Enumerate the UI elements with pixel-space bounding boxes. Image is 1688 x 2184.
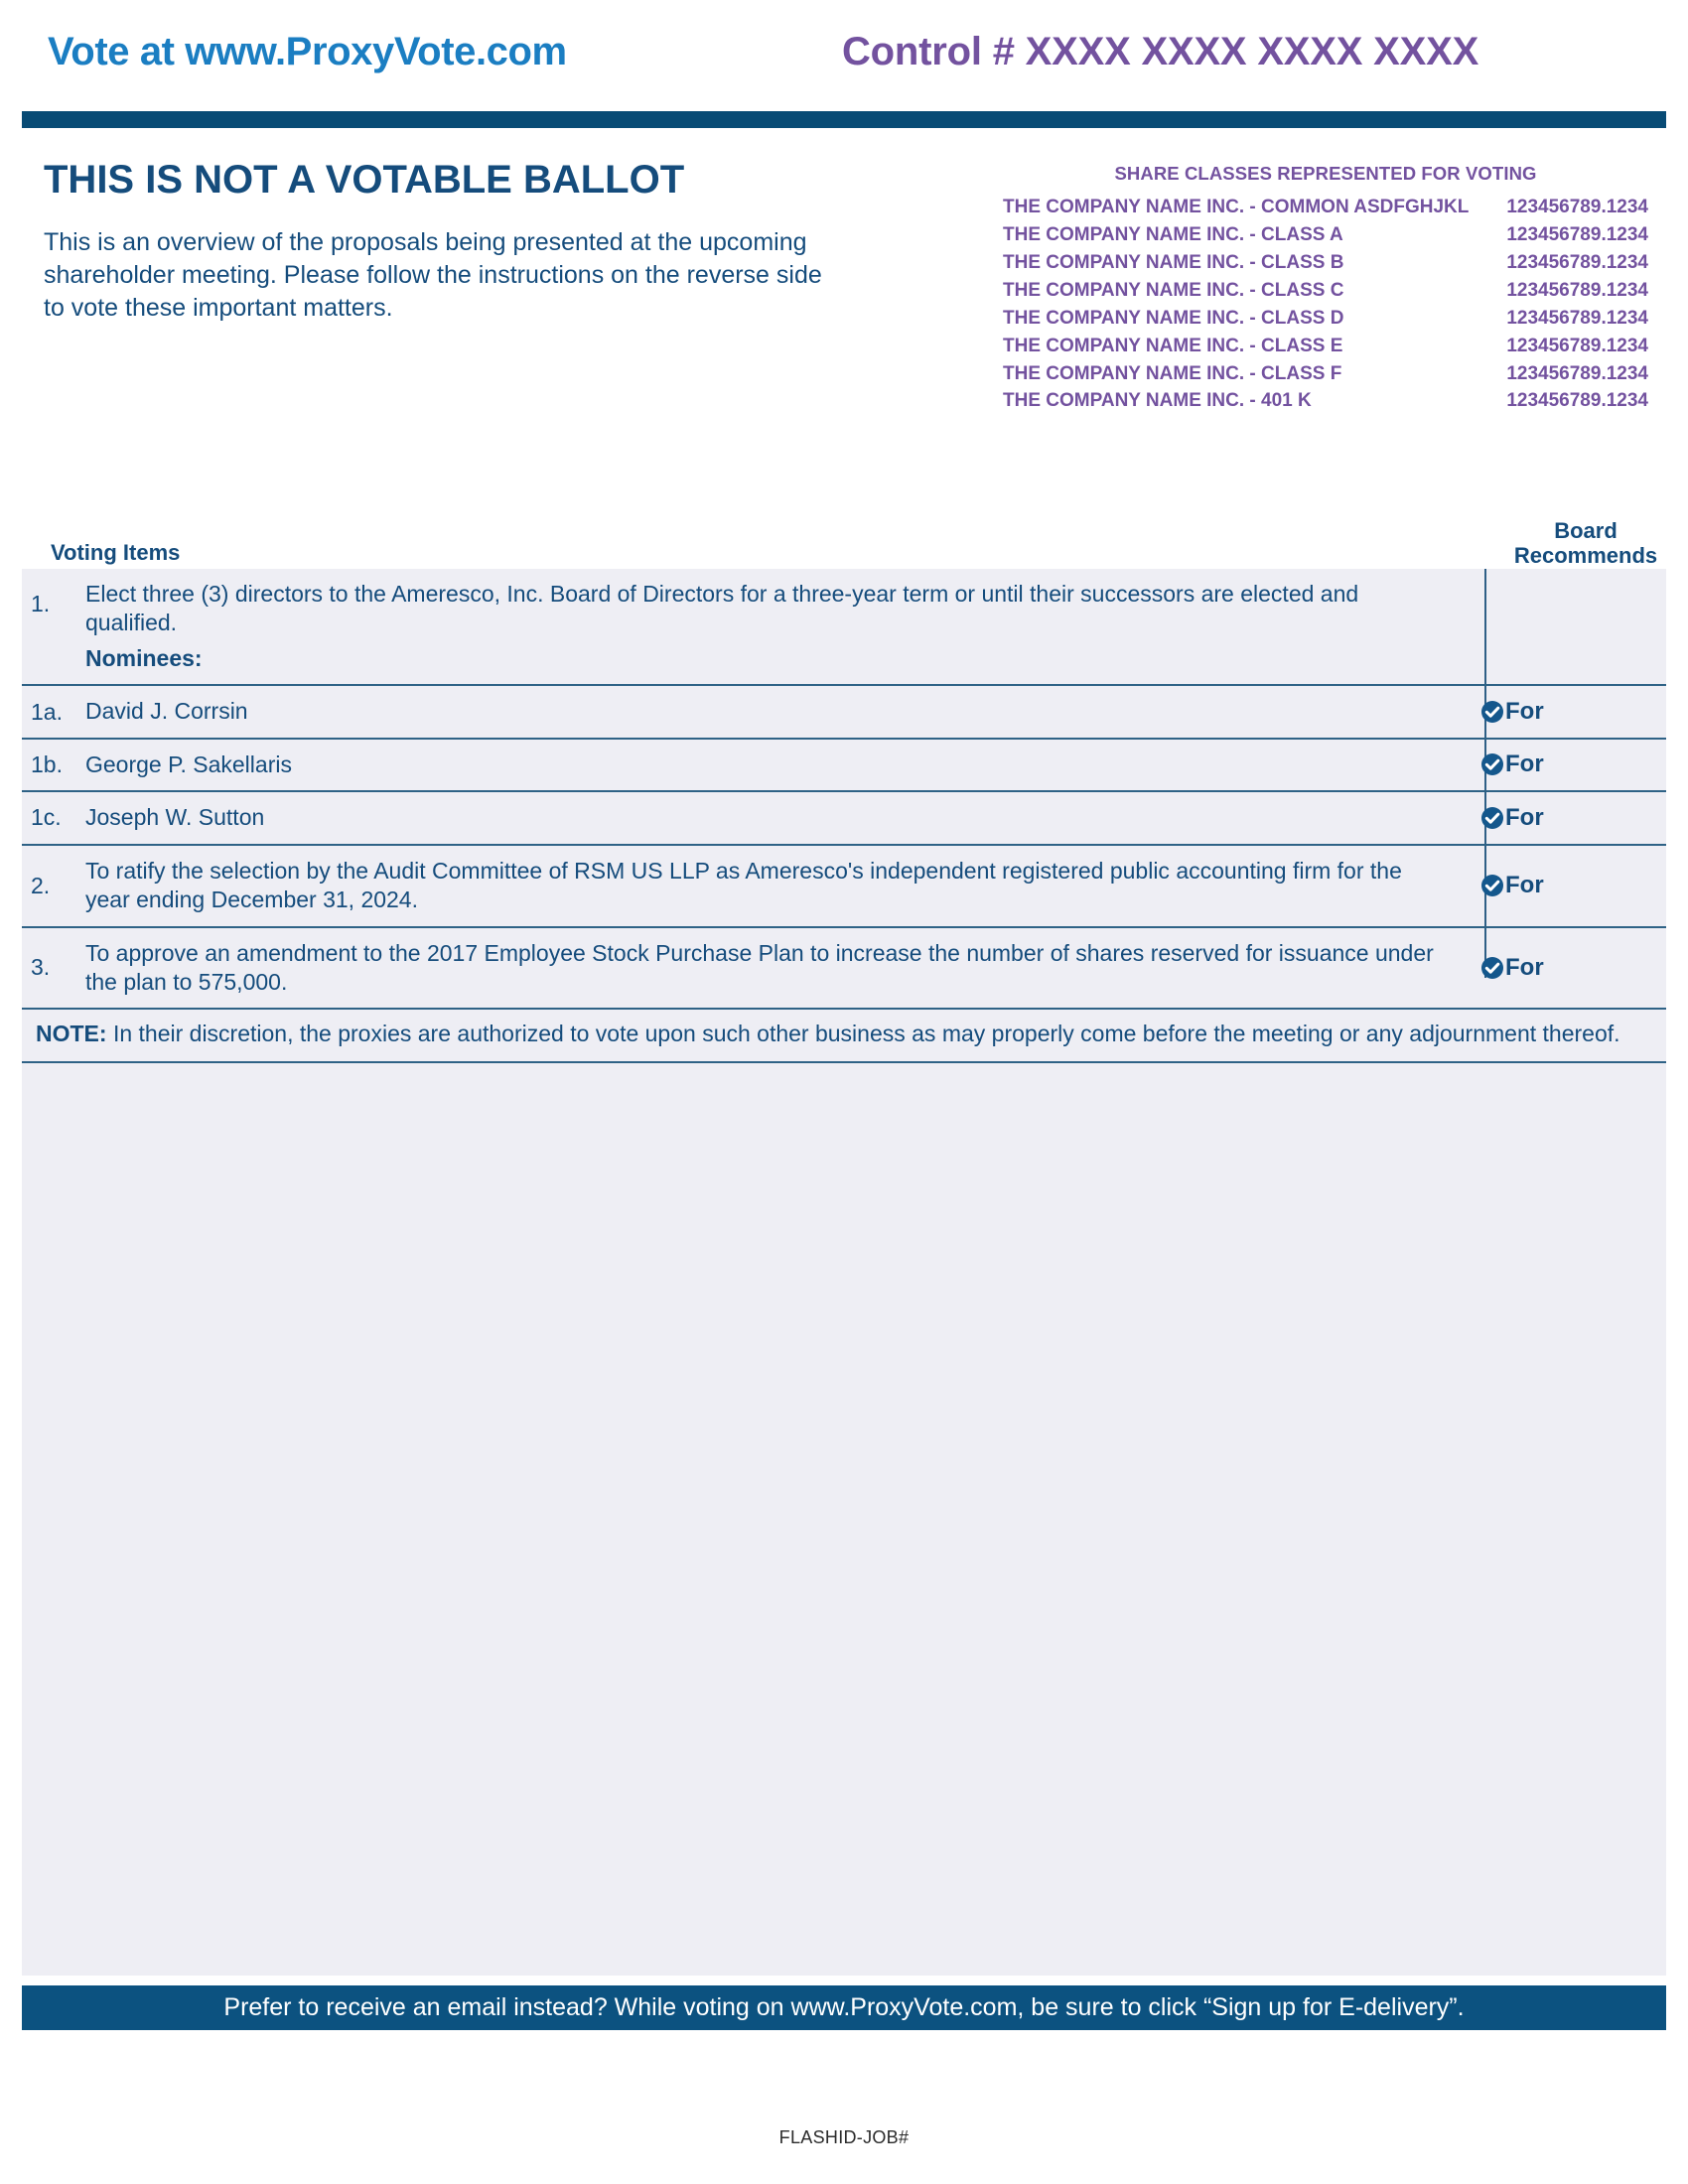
- nominee-name: Joseph W. Sutton: [85, 804, 265, 831]
- header-divider-rule: [22, 111, 1666, 128]
- share-class-name: THE COMPANY NAME INC. - CLASS D: [1003, 307, 1344, 329]
- item-text-cell: [85, 846, 1463, 926]
- status-badge: [1480, 752, 1544, 776]
- control-number: Control # XXXX XXXX XXXX XXXX: [842, 30, 1479, 73]
- table-row: [22, 738, 1666, 790]
- recommendation-label: For: [1505, 698, 1544, 726]
- item-text-cell: [85, 740, 1463, 790]
- check-circle-icon: [1480, 700, 1504, 724]
- share-classes-block: [1003, 163, 1648, 415]
- share-class-shares: 123456789.1234: [1506, 251, 1648, 273]
- item-number: 1.: [31, 591, 51, 616]
- share-class-row: [1003, 194, 1648, 221]
- page-title: THIS IS NOT A VOTABLE BALLOT: [44, 158, 685, 202]
- status-badge: [1480, 700, 1544, 724]
- recommendation-cell: [1463, 792, 1666, 843]
- recommendation-cell: [1463, 569, 1666, 684]
- item-number: 3.: [31, 954, 51, 981]
- check-circle-icon: [1480, 956, 1504, 980]
- page-header: [22, 18, 1666, 95]
- note-text: In their discretion, the proxies are authorized to vote upon such other business as may properly come before the meeting or any adjournment thereof.: [106, 1021, 1620, 1047]
- table-row: [22, 684, 1666, 737]
- item-description: To approve an amendment to the 2017 Employee Stock Purchase Plan to increase the number of shares reserved for issuance under the plan to 575,000.: [85, 939, 1434, 995]
- item-text-cell: [85, 686, 1463, 737]
- column-header-voting-items: Voting Items: [51, 540, 181, 565]
- item-number: 1c.: [31, 804, 62, 831]
- table-row: [22, 844, 1666, 926]
- item-number: 1b.: [31, 751, 63, 777]
- item-text-cell: [85, 569, 1463, 684]
- share-class-shares: 123456789.1234: [1506, 362, 1648, 384]
- recommendation-cell: [1463, 740, 1666, 790]
- edelivery-banner: [22, 1985, 1666, 2030]
- share-class-name: THE COMPANY NAME INC. - CLASS C: [1003, 279, 1344, 301]
- recommendation-label: For: [1505, 953, 1544, 981]
- share-class-shares: 123456789.1234: [1506, 279, 1648, 301]
- item-text-cell: [85, 928, 1463, 1009]
- share-class-shares: 123456789.1234: [1506, 335, 1648, 356]
- table-row: [22, 569, 1666, 684]
- item-description: Elect three (3) directors to the Ameresco, Inc. Board of Directors for a three-year term or until their successors are elected and qualified.: [85, 581, 1359, 636]
- share-classes-title: SHARE CLASSES REPRESENTED FOR VOTING: [1114, 163, 1537, 184]
- proxyvote-url-heading: Vote at www.ProxyVote.com: [48, 30, 567, 73]
- intro-description: This is an overview of the proposals being presented at the upcoming shareholder meeting. Please follow the instructions on the reverse side to vote these important matters.: [44, 228, 822, 322]
- column-header-board-recommends: [1486, 518, 1685, 569]
- note-label: NOTE:: [36, 1021, 107, 1047]
- voting-table-headers: [22, 516, 1666, 569]
- recommendation-label: For: [1505, 872, 1544, 899]
- intro-block: [44, 159, 838, 325]
- share-class-row: [1003, 360, 1648, 388]
- item-text-cell: [85, 792, 1463, 843]
- recommendation-label: For: [1505, 803, 1544, 831]
- share-class-row: [1003, 387, 1648, 415]
- table-row: [22, 790, 1666, 843]
- nominee-name: George P. Sakellaris: [85, 751, 292, 777]
- share-class-shares: 123456789.1234: [1506, 197, 1648, 217]
- share-class-name: THE COMPANY NAME INC. - CLASS E: [1003, 335, 1343, 356]
- edelivery-banner-text: Prefer to receive an email instead? While voting on www.ProxyVote.com, be sure to click “Sign up for E-delivery”.: [223, 1993, 1465, 2021]
- share-class-row: [1003, 277, 1648, 305]
- share-class-name: THE COMPANY NAME INC. - CLASS F: [1003, 362, 1342, 384]
- share-class-shares: 123456789.1234: [1506, 307, 1648, 329]
- table-row: [22, 926, 1666, 1009]
- status-badge: [1480, 953, 1544, 981]
- item-number: 1a.: [31, 698, 63, 725]
- item-description: To ratify the selection by the Audit Committee of RSM US LLP as Ameresco's independent registered public accounting firm for the year ending December 31, 2024.: [85, 857, 1402, 913]
- item-number: 2.: [31, 872, 51, 898]
- nominees-label: Nominees:: [85, 644, 203, 671]
- check-circle-icon: [1480, 806, 1504, 830]
- check-circle-icon: [1480, 752, 1504, 776]
- share-class-row: [1003, 221, 1648, 249]
- share-class-shares: 123456789.1234: [1506, 390, 1648, 412]
- nominee-name: David J. Corrsin: [85, 698, 248, 725]
- board-recommends-line2: Recommends: [1513, 543, 1658, 569]
- recommendation-cell: [1463, 846, 1666, 926]
- flash-job-id: FLASHID-JOB#: [778, 2127, 910, 2147]
- proxy-note: [22, 1008, 1666, 1062]
- share-class-shares: 123456789.1234: [1506, 223, 1648, 245]
- share-class-name: THE COMPANY NAME INC. - 401 K: [1003, 390, 1312, 412]
- share-class-name: THE COMPANY NAME INC. - CLASS A: [1003, 223, 1343, 245]
- status-badge: [1480, 803, 1544, 831]
- recommendation-cell: [1463, 686, 1666, 737]
- share-class-row: [1003, 333, 1648, 360]
- check-circle-icon: [1480, 874, 1504, 897]
- share-class-name: THE COMPANY NAME INC. - COMMON ASDFGHJKL: [1003, 197, 1470, 217]
- recommendation-cell: [1463, 928, 1666, 1009]
- share-class-row: [1003, 249, 1648, 277]
- recommendation-label: For: [1505, 751, 1544, 778]
- voting-items-table: [22, 569, 1666, 1976]
- status-badge: [1480, 874, 1544, 897]
- share-class-row: [1003, 305, 1648, 333]
- share-class-name: THE COMPANY NAME INC. - CLASS B: [1003, 251, 1344, 273]
- board-recommends-line1: Board: [1554, 517, 1618, 543]
